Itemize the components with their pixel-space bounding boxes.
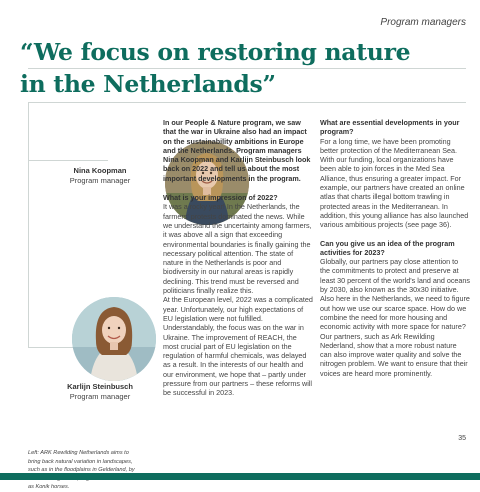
connector-line	[28, 160, 108, 161]
footer-bar	[0, 473, 480, 480]
person-role: Program manager	[69, 392, 131, 401]
headline-rule	[28, 102, 466, 103]
question: Can you give us an idea of the program activities for 2023?	[320, 238, 455, 257]
article-column-2	[320, 118, 470, 378]
answer-paragraph: For a long time, we have been promoting better protection of the Mediterranean Sea. With our funding, local organizations have been able to join forces in the Med Sea Alliance, thus ensuring a greater impact. For example, our partners have created an online atlas that charts illegal bottom trawling in protected areas in the Mediterranean. In addition, this young alliance has also launched various ambitious projects (see page 36).	[320, 136, 469, 230]
headline-line-2: in the Netherlands”	[20, 70, 276, 98]
person-role: Program manager	[69, 176, 131, 185]
portrait-karlijn-steinbusch	[72, 297, 156, 381]
answer-paragraph: Globally, our partners pay close attention to the commitments to protect and preserve at least 30 percent of the world's land and oceans by 2030, also known as the 30x30 initiative. Also here in the Netherlands, we need to figure out how we use our scarce space. How do we combine the need for more housing and economic activity with more space for nature? Our partners, such as Ark Rewilding Nederland, show that a more robust nature can also improve water quality and solve the nitrogen problem. We want to ensure that their voices are heard more prominently.	[320, 257, 471, 378]
person-name: Karlijn Steinbusch	[67, 382, 133, 391]
question: What is your impression of 2022?	[163, 193, 278, 203]
answer-paragraph: At the European level, 2022 was a complicated year. Unfortunately, our high expectations of EU legislation were not fulfilled. Understandably, the focus was on the war in Ukraine. The improvement of REACH, the most crucial part of EU legislation on the regulation of harmful chemicals, was delayed as a result. In the interests of our health and our environment, we hope that – partly under pressure from our partners – these reforms will be successful in 2023.	[163, 295, 313, 398]
article-intro: In our People & Nature program, we saw that the war in Ukraine also had an impact on the sustainability ambitions in Europe and the Netherlands. Program managers Nina Koopman and Karlijn Steinbusch look back on 2022 and tell us about the most important developments in the program.	[163, 118, 311, 183]
question: What are essential developments in your program?	[320, 118, 460, 137]
answer-paragraph: It was a rocky year! In the Netherlands, the farmers' protests dominated the news. While we understand the uncertainty among farmers, it was above all a sign that exceeding environmental boundaries is finally gaining the necessary political attention. The state of nature in the Netherlands is poor and biodiversity in our natural areas is rapidly declining. This trend must be reversed and politicians finally realize this.	[163, 202, 312, 296]
headline-rule	[28, 68, 466, 69]
photo-caption: Left: ARK Rewilding Netherlands aims to bring back natural variation in landscapes, such as in the floodplains in Gelderland, by as Konik horses.	[28, 450, 135, 490]
connector-line	[28, 102, 29, 347]
article-column-1	[163, 118, 313, 398]
section-label: Program managers	[380, 17, 466, 28]
person-name: Nina Koopman	[73, 166, 127, 175]
page-number: 35	[458, 435, 466, 442]
headline-line-1: “We focus on restoring nature	[20, 38, 411, 66]
